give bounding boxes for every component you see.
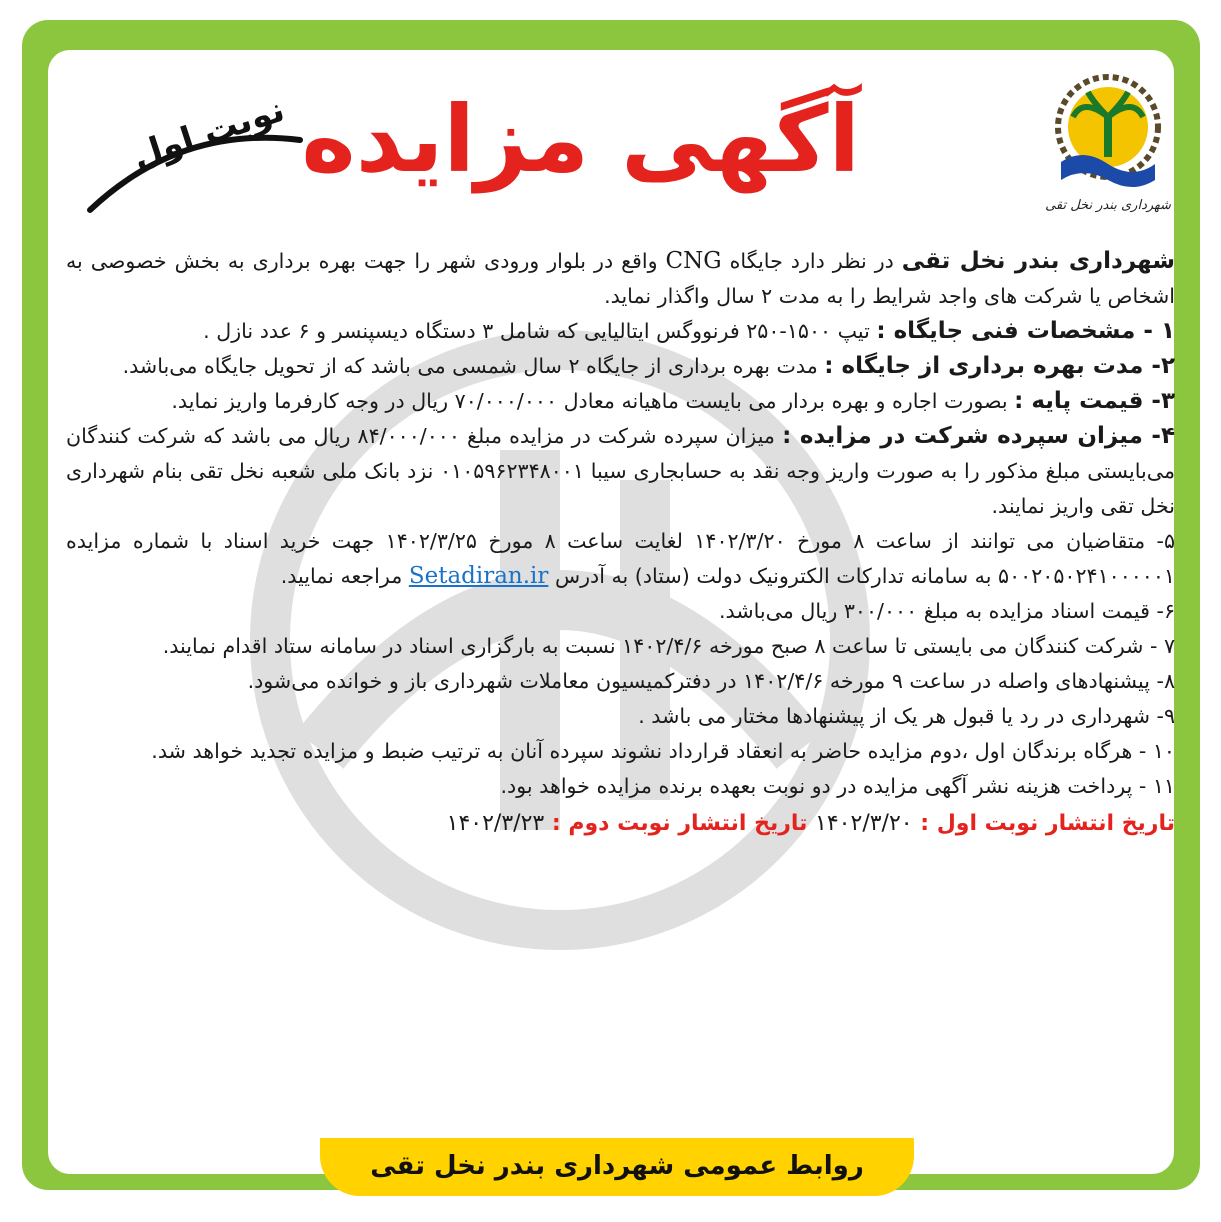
- item-4-label: ۴- میزان سپرده شرکت در مزایده :: [782, 423, 1175, 449]
- round-label: نوبت اول: [127, 89, 290, 177]
- item-10: ۱۰ - هرگاه برندگان اول ،دوم مزایده حاضر به انعقاد قرارداد نشوند سپرده آنان به ترتیب ضبط و مزایده تجدید خواهد شد.: [151, 739, 1175, 763]
- item-1: [66, 314, 1175, 349]
- org-name: شهرداری بندر نخل تقی: [901, 248, 1175, 274]
- intro-text-b: واقع در بلوار ورودی شهر را جهت بهره برداری به بخش خصوصی به اشخاص یا شرکت های واجد شرایط را به مدت ۲ سال واگذار نماید.: [66, 249, 1175, 308]
- notice-body: [66, 244, 1175, 842]
- item-2-label: ۲- مدت بهره برداری از جایگاه :: [824, 353, 1175, 379]
- second-pub-label: تاریخ انتشار نوبت دوم :: [544, 811, 816, 836]
- publication-dates: [66, 806, 1175, 842]
- item-3-text: بصورت اجاره و بهره بردار می بایست ماهیانه معادل ۷۰/۰۰۰/۰۰۰ ریال در وجه کارفرما واریز نماید.: [171, 389, 1015, 413]
- page-title: آگهی مزایده: [301, 86, 860, 193]
- item-6: ۶- قیمت اسناد مزایده به مبلغ ۳۰۰/۰۰۰ ریال می‌باشد.: [719, 599, 1175, 623]
- item-3: [66, 384, 1175, 419]
- municipality-logo: [1043, 72, 1173, 232]
- round-badge: [70, 89, 310, 215]
- item-4-text: میزان سپرده شرکت در مزایده مبلغ ۸۴/۰۰۰/۰۰۰ ریال می باشد که شرکت کنندگان می‌بایستی مبلغ مذکور را به صورت واریز وجه نقد به حسابجاری سیبا ۰۱۰۵۹۶۲۳۴۸۰۰۱ نزد بانک ملی شعبه نخل تقی بنام شهرداری نخل تقی واریز نمایند.: [66, 424, 1175, 518]
- item-7: ۷ - شرکت کنندگان می بایستی تا ساعت ۸ صبح مورخه ۱۴۰۲/۴/۶ نسبت به بارگزاری اسناد در سامانه ستاد اقدام نمایند.: [162, 634, 1175, 658]
- first-pub-date: ۱۴۰۲/۳/۲۰: [815, 811, 913, 836]
- first-pub-label: تاریخ انتشار نوبت اول :: [912, 811, 1175, 836]
- item-4: [66, 419, 1175, 524]
- setadiran-link[interactable]: Setadiran.ir: [408, 563, 549, 589]
- footer-banner: روابط عمومی شهرداری بندر نخل تقی: [320, 1138, 914, 1196]
- intro-text-a: در نظر دارد جایگاه: [721, 249, 902, 273]
- item-5-text-b: مراجعه نمایید.: [280, 564, 409, 588]
- item-5: [66, 524, 1175, 594]
- cng-term: CNG: [665, 248, 722, 274]
- second-pub-date: ۱۴۰۲/۳/۲۳: [446, 811, 545, 836]
- item-1-label: ۱ - مشخصات فنی جایگاه :: [876, 318, 1175, 344]
- item-5-text-a: ۵- متقاضیان می توانند از ساعت ۸ مورخ ۱۴۰۲/۳/۲۰ لغایت ساعت ۸ مورخ ۱۴۰۲/۳/۲۵ جهت خرید اسناد با شماره مزایده ۵۰۰۲۰۵۰۲۴۱۰۰۰۰۰۱ به سامانه تدارکات الکترونیک دولت (ستاد) به آدرس: [66, 529, 1175, 588]
- item-9: ۹- شهرداری در رد یا قبول هر یک از پیشنهادها مختار می باشد .: [638, 704, 1175, 728]
- item-2: [66, 349, 1175, 384]
- item-8: ۸- پیشنهادهای واصله در ساعت ۹ مورخه ۱۴۰۲/۴/۶ در دفترکمیسیون معاملات شهرداری باز و خوانده می‌شود.: [247, 669, 1175, 693]
- palm-emblem-icon: [1053, 72, 1163, 202]
- logo-caption: شهرداری بندر نخل تقی: [1045, 198, 1171, 213]
- item-2-text: مدت بهره برداری از جایگاه ۲ سال شمسی می باشد که از تحویل جایگاه می‌باشد.: [122, 354, 825, 378]
- item-1-text: تیپ ۱۵۰۰-۲۵۰ فرنووگس ایتالیایی که شامل ۳ دستگاه دیسپنسر و ۶ عدد نازل .: [203, 319, 877, 343]
- intro-paragraph: [66, 244, 1175, 314]
- item-11: ۱۱ - پرداخت هزینه نشر آگهی مزایده در دو نوبت بعهده برنده مزایده خواهد بود.: [500, 774, 1175, 798]
- item-3-label: ۳- قیمت پایه :: [1014, 388, 1175, 414]
